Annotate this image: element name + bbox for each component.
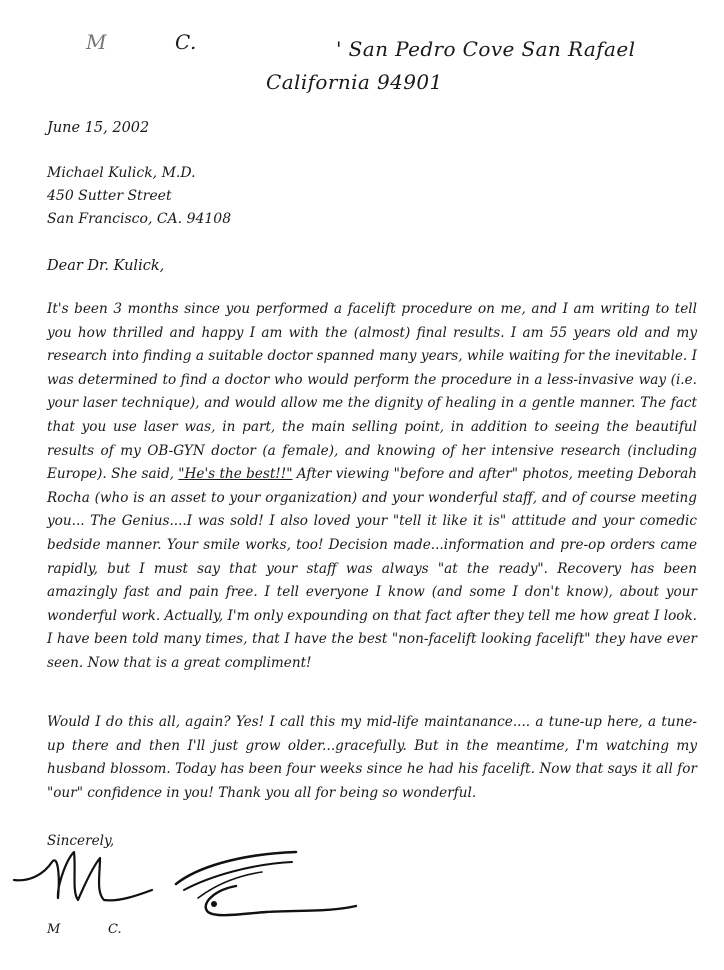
signature-ink-blot — [211, 901, 217, 907]
signature-stroke-m — [14, 852, 152, 900]
header-city-line: California 94901 — [266, 70, 443, 94]
signature-initial-last: C. — [108, 922, 122, 937]
recipient-street: 450 Sutter Street — [47, 188, 172, 204]
body-paragraph-2: Would I do this all, again? Yes! I call this my mid-life maintanance.... a tune-up here, a tune-up there and then I'll just grow older...gracefully. But in the meantime, I'm watching my husband blossom. Today has been four weeks since he had his facelift. Now that says it all for "our" confidence in you! Thank you all for being so wonderful. — [47, 714, 697, 801]
signature-stroke-flourish-3 — [198, 872, 262, 898]
body-paragraph-1 — [47, 298, 697, 676]
signature-initial-first: M — [47, 922, 61, 937]
closing: Sincerely, — [47, 833, 115, 849]
greeting: Dear Dr. Kulick, — [47, 258, 165, 274]
header-initial-first: M — [86, 30, 107, 54]
recipient-name: Michael Kulick, M.D. — [47, 165, 196, 181]
header-initial-last: C. — [175, 30, 197, 54]
body-paragraph-1-part-b: After viewing "before and after" photos, meeting Deborah Rocha (who is an asset to your organization) and your wonderful staff, and of course meeting you... The Genius....I was sold! I also loved your "tell it like it is" attitude and your comedic bedside manner. Your smile works, too! Decision made...information and pre-op orders came rapidly, but I must say that your staff was always "at the ready". Recovery has been amazingly fast and pain free. I tell everyone I know (and some I don't know), about your wonderful work. Actually, I'm only expounding on that fact after they tell me how great I look. I have been told many times, that I have the best "non-facelift looking facelift" they have ever seen. Now that is a great compliment! — [47, 466, 697, 671]
header-address-line: ' San Pedro Cove San Rafael — [336, 37, 636, 61]
recipient-city: San Francisco, CA. 94108 — [47, 211, 232, 227]
letter-date: June 15, 2002 — [47, 120, 150, 136]
signature-stroke-c — [206, 886, 356, 915]
signature-stroke-flourish-2 — [184, 862, 292, 890]
signature-stroke-flourish-1 — [176, 852, 296, 884]
quoted-phrase: "He's the best!!" — [178, 466, 293, 483]
body-paragraph-1-part-a: It's been 3 months since you performed a facelift procedure on me, and I am writing to tell you how thrilled and happy I am with the (almost) final results. I am 55 years old and my research into finding a suitable doctor spanned many years, while waiting for the inevitable. I was determined to find a doctor who would perform the procedure in a less-invasive way (i.e. your laser technique), and would allow me the dignity of healing in a gentle manner. The fact that you use laser was, in part, the main selling point, in addition to seeing the beautiful results of my OB-GYN doctor (a female), and knowing of her intensive research (including Europe). She said, — [47, 301, 697, 483]
